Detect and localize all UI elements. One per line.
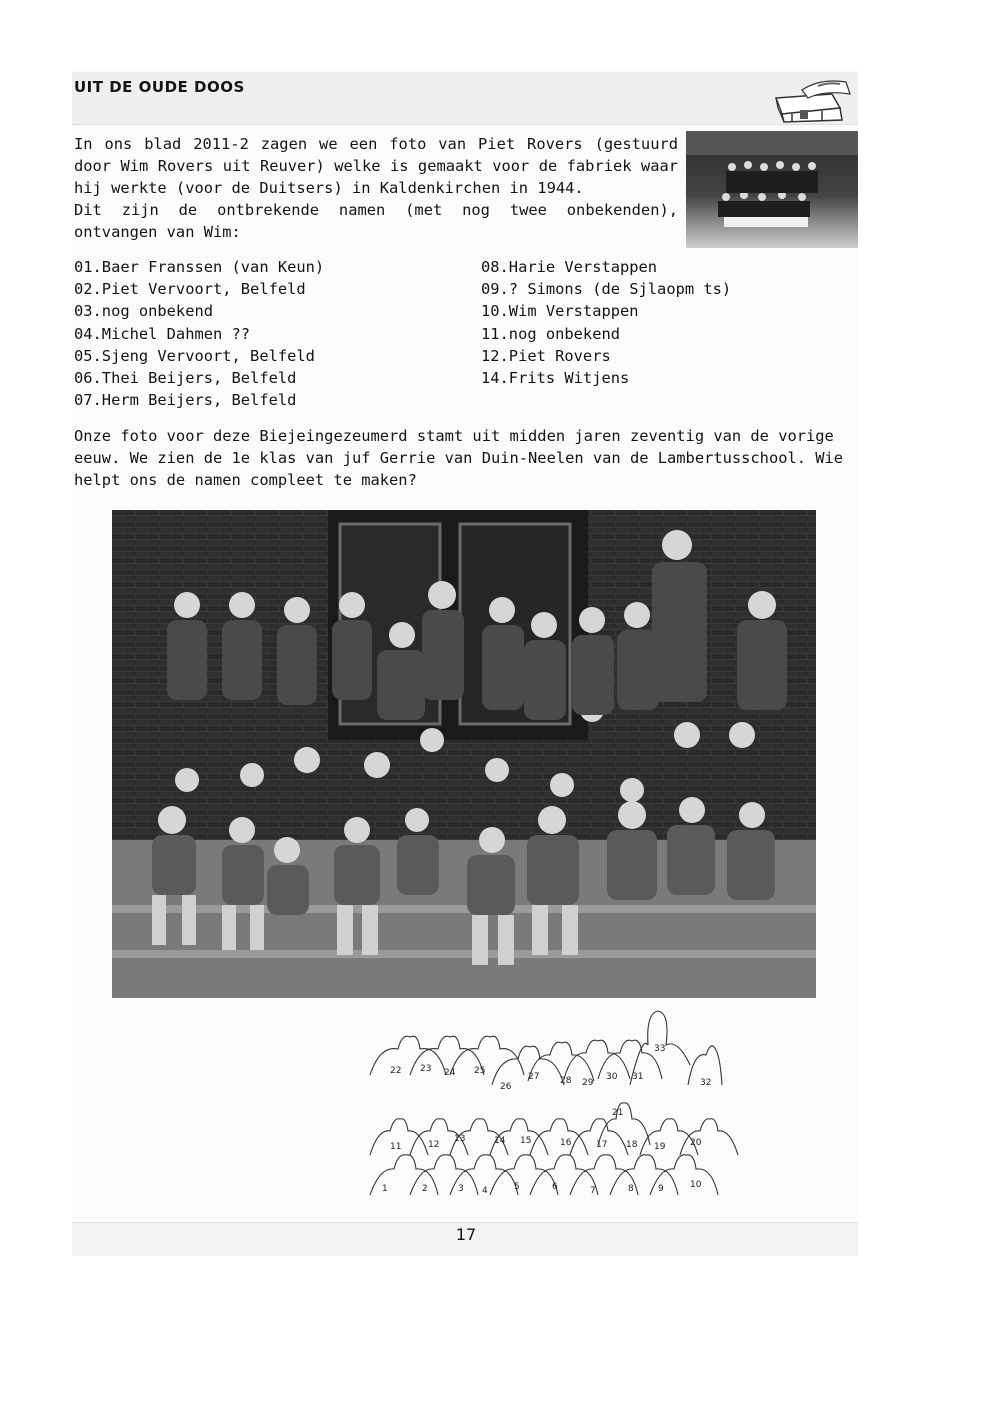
sketch-number: 31	[632, 1072, 644, 1082]
sketch-number: 14	[494, 1136, 506, 1146]
sketch-number: 26	[500, 1082, 512, 1092]
class-photo	[112, 510, 816, 998]
list-item: 08.Harie Verstappen	[481, 258, 658, 276]
sketch-number: 19	[654, 1142, 666, 1152]
page-number: 17	[455, 1225, 477, 1244]
sketch-number: 33	[654, 1044, 666, 1054]
sketch-number: 13	[454, 1134, 466, 1144]
names-list-left	[74, 256, 324, 411]
list-item: 06.Thei Beijers, Belfeld	[74, 369, 297, 388]
sketch-number: 16	[560, 1138, 572, 1148]
list-item: 12.Piet Rovers	[481, 346, 611, 365]
sketch-number: 8	[628, 1184, 634, 1194]
sketch-number: 2	[422, 1184, 428, 1194]
sketch-number: 10	[690, 1180, 702, 1190]
names-list-right	[481, 256, 731, 389]
sketch-number: 3	[458, 1184, 464, 1194]
sketch-number: 23	[420, 1064, 432, 1074]
sketch-number: 6	[552, 1182, 558, 1192]
list-item: 14.Frits Witjens	[481, 369, 630, 388]
sketch-number: 21	[612, 1108, 624, 1118]
list-item: 02.Piet Vervoort, Belfeld	[74, 280, 306, 299]
list-item: 10.Wim Verstappen	[481, 302, 639, 321]
list-item: 07.Herm Beijers, Belfeld	[74, 391, 297, 410]
list-item: 09.? Simons (de Sjlaopm ts)	[481, 280, 732, 299]
sketch-number: 4	[482, 1186, 488, 1196]
list-item: 05.Sjeng Vervoort, Belfeld	[74, 346, 315, 365]
sketch-number: 17	[596, 1140, 608, 1150]
class-photo-paragraph: Onze foto voor deze Biejeingezeumerd stamt uit midden jaren zeventig van de vorige eeuw. We zien de 1e klas van juf Gerrie van Duin-Neelen van de Lambertusschool. Wie helpt ons de namen compleet te maken?	[74, 427, 844, 489]
intro-paragraph-2: Dit zijn de ontbrekende namen (met nog twee onbekenden), ontvangen van Wim:	[74, 201, 678, 241]
sketch-number: 18	[626, 1140, 638, 1150]
sketch-number: 12	[428, 1140, 440, 1150]
sketch-number: 22	[390, 1066, 402, 1076]
sketch-number: 27	[528, 1072, 540, 1082]
sketch-number: 24	[444, 1068, 456, 1078]
sketch-number: 25	[474, 1066, 486, 1076]
list-item: 03.nog onbekend	[74, 302, 213, 321]
sketch-number: 30	[606, 1072, 618, 1082]
sketch-number: 28	[560, 1076, 572, 1086]
sketch-number: 5	[514, 1182, 520, 1192]
list-item: 11.nog onbekend	[481, 324, 620, 343]
treasure-chest-icon	[762, 76, 852, 124]
sketch-number: 29	[582, 1078, 594, 1088]
intro-paragraph-1: In ons blad 2011-2 zagen we een foto van Piet Rovers (gestuurd door Wim Rovers uit Reuver) welke is gemaakt voor de fabriek waar hij werkte (voor de Duitsers) in Kaldenkirchen in 1944.	[74, 135, 678, 197]
list-item: 04.Michel Dahmen ??	[74, 324, 251, 343]
factory-workers-photo	[686, 131, 858, 248]
names-sketch	[350, 1005, 750, 1215]
sketch-number: 7	[590, 1186, 596, 1196]
sketch-number: 9	[658, 1184, 664, 1194]
sketch-number: 11	[390, 1142, 402, 1152]
sketch-number: 15	[520, 1136, 532, 1146]
list-item: 01.Baer Franssen (van Keun)	[74, 258, 325, 276]
sketch-number: 32	[700, 1078, 712, 1088]
sketch-number: 20	[690, 1138, 702, 1148]
sketch-number: 1	[382, 1184, 388, 1194]
section-title: UIT DE OUDE DOOS	[74, 78, 245, 96]
